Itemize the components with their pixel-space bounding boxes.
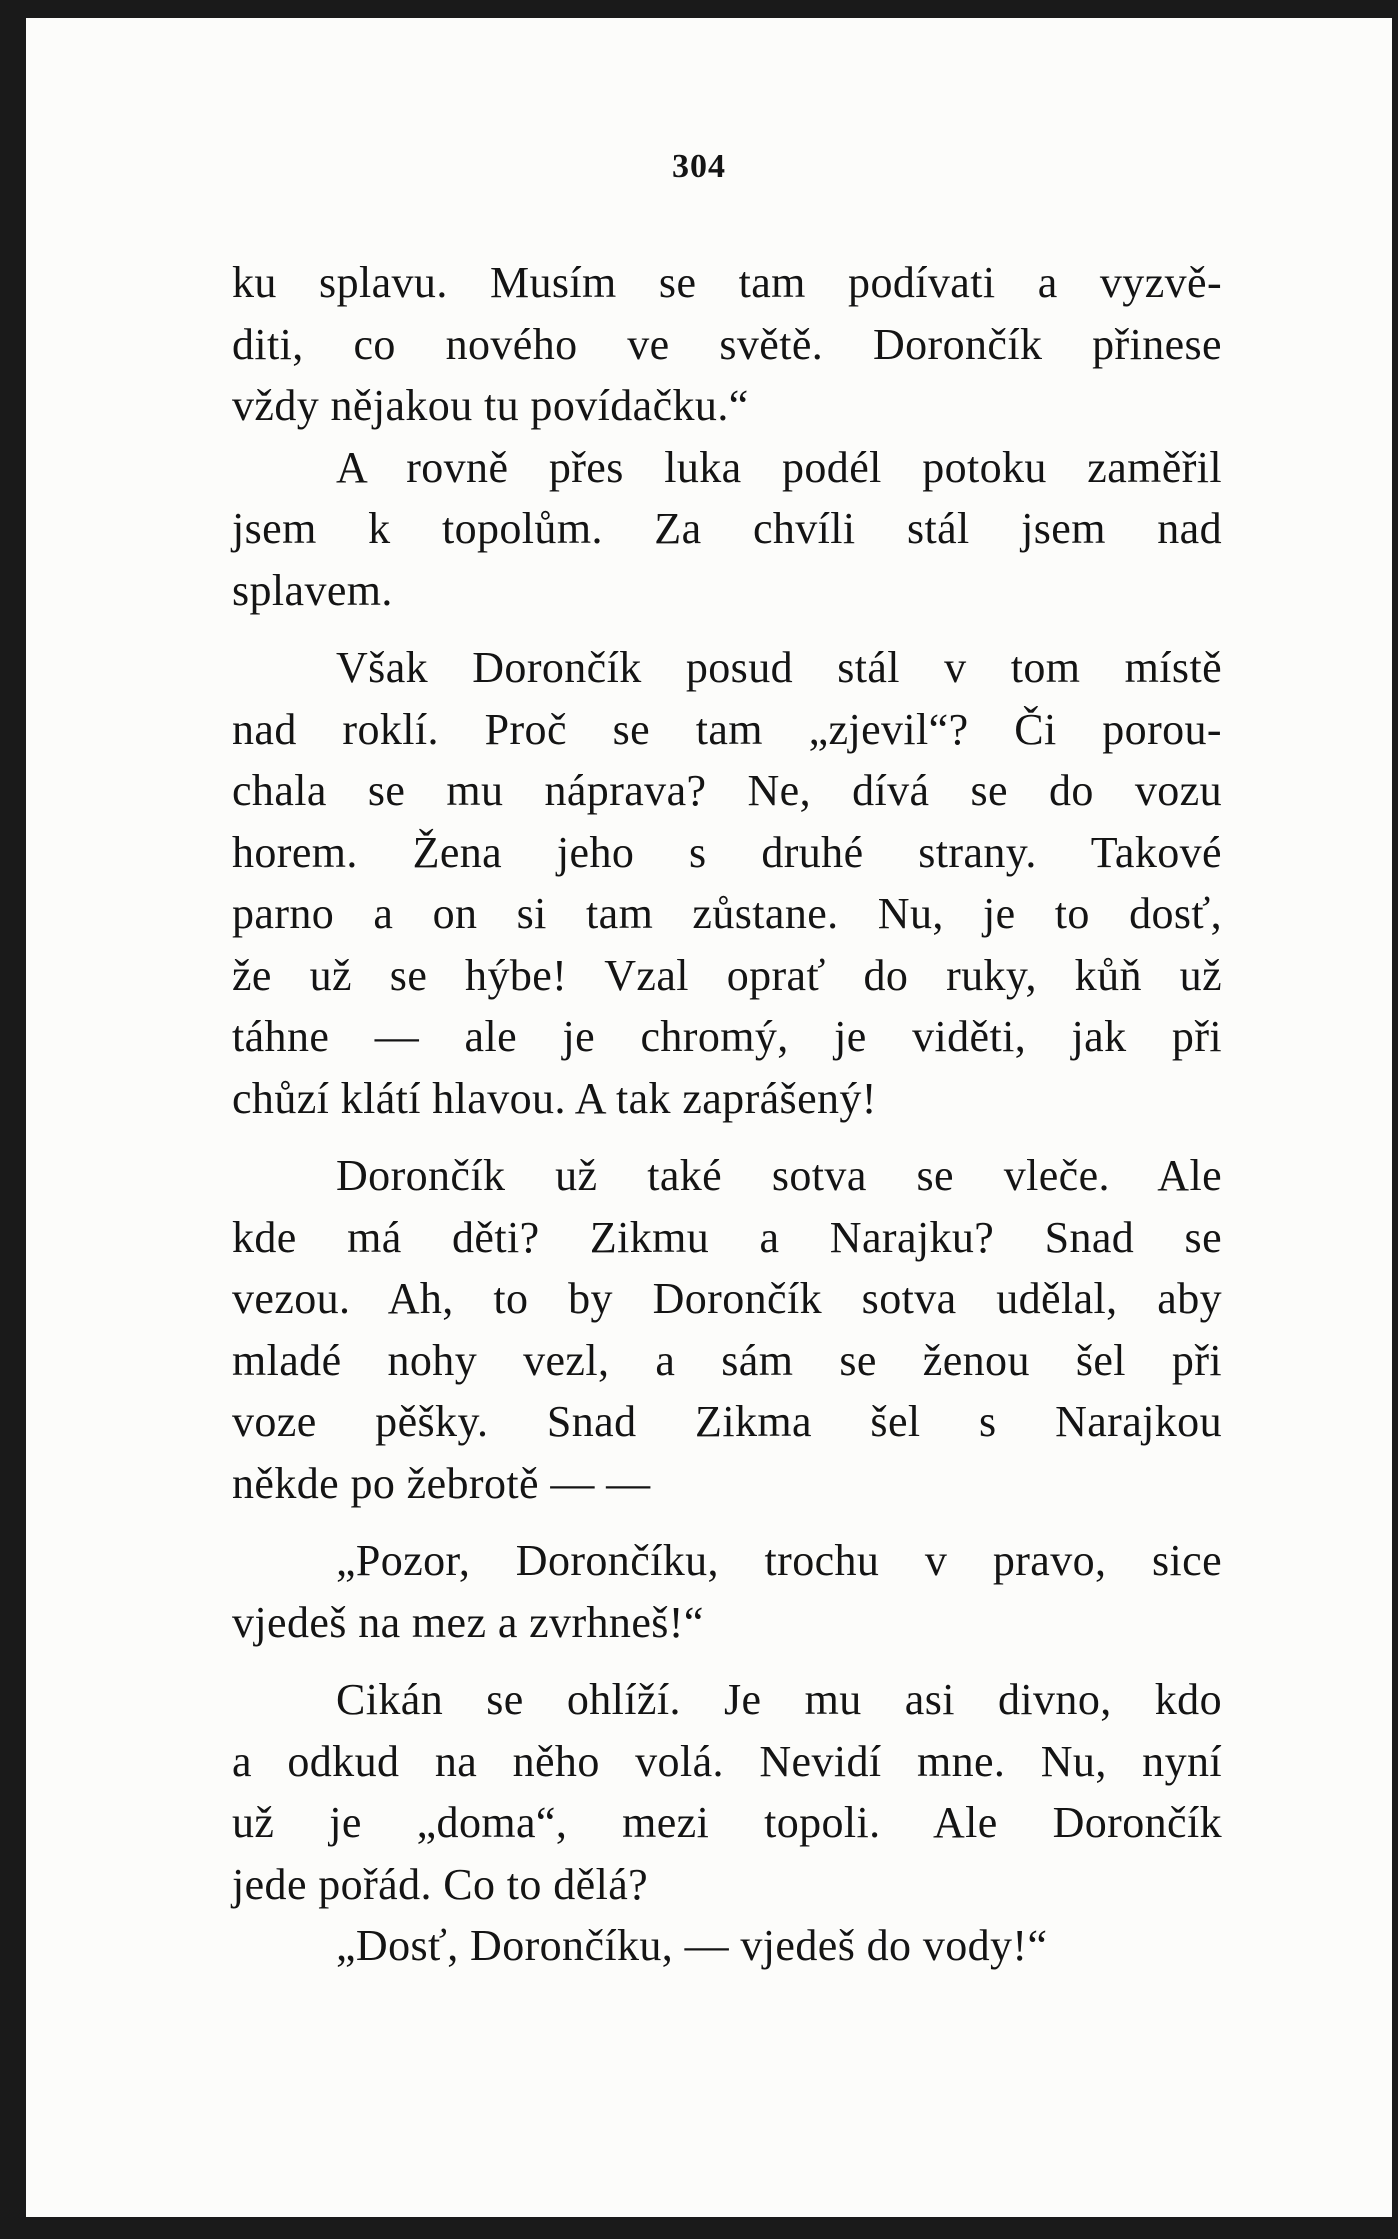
text-line: někde po žebrotě — — <box>232 1458 651 1508</box>
text-line: voze pěšky. Snad Zikma šel s Narajkou <box>232 1397 1222 1446</box>
paragraph-2 <box>232 437 1222 622</box>
text-line: parno a on si tam zůstane. Nu, je to dosť, <box>232 889 1222 938</box>
paragraph-4 <box>232 1145 1222 1514</box>
text-line: jsem k topolům. Za chvíli stál jsem nad <box>232 504 1222 553</box>
paragraph-5 <box>232 1530 1222 1653</box>
text-line: jede pořád. Co to dělá? <box>232 1859 649 1909</box>
text-line: táhne — ale je chromý, je viděti, jak při <box>232 1012 1222 1061</box>
text-line: a odkud na něho volá. Nevidí mne. Nu, nyní <box>232 1736 1222 1786</box>
paragraph-1 <box>232 252 1222 437</box>
text-line: vždy nějakou tu povídačku.“ <box>232 381 749 430</box>
paragraph-7 <box>232 1915 1222 1977</box>
text-line: „Pozor, Dorončíku, trochu v pravo, sice <box>336 1536 1222 1585</box>
text-line: Však Dorončík posud stál v tom místě <box>336 643 1222 692</box>
text-line: ku splavu. Musím se tam podívati a vyzvě- <box>232 258 1222 307</box>
text-line: už je „doma“, mezi topoli. Ale Dorončík <box>232 1798 1222 1847</box>
text-line: horem. Žena jeho s druhé strany. Takové <box>232 827 1222 877</box>
text-line: chala se mu náprava? Ne, dívá se do vozu <box>232 766 1222 815</box>
text-line: kde má děti? Zikmu a Narajku? Snad se <box>232 1212 1222 1262</box>
text-line: vjedeš na mez a zvrhneš!“ <box>232 1597 704 1647</box>
text-line: Dorončík už také sotva se vleče. Ale <box>336 1151 1222 1200</box>
paragraph-3 <box>232 637 1222 1129</box>
text-line: „Dosť, Dorončíku, — vjedeš do vody!“ <box>336 1921 1048 1970</box>
text-line: chůzí klátí hlavou. A tak zaprášený! <box>232 1073 877 1123</box>
page-number: 304 <box>672 148 726 185</box>
page-body-text <box>232 252 1222 1977</box>
text-line: Cikán se ohlíží. Je mu asi divno, kdo <box>336 1675 1222 1724</box>
text-line: diti, co nového ve světě. Dorončík přinese <box>232 319 1222 369</box>
text-line: mladé nohy vezl, a sám se ženou šel při <box>232 1335 1222 1385</box>
text-line: splavem. <box>232 565 393 615</box>
text-line: nad roklí. Proč se tam „zjevil“? Či porou- <box>232 704 1222 754</box>
text-line: že už se hýbe! Vzal oprať do ruky, kůň už <box>232 950 1222 1000</box>
text-line: A rovně přes luka podél potoku zaměřil <box>336 442 1222 492</box>
text-line: vezou. Ah, to by Dorončík sotva udělal, aby <box>232 1274 1222 1323</box>
paragraph-6 <box>232 1669 1222 1915</box>
